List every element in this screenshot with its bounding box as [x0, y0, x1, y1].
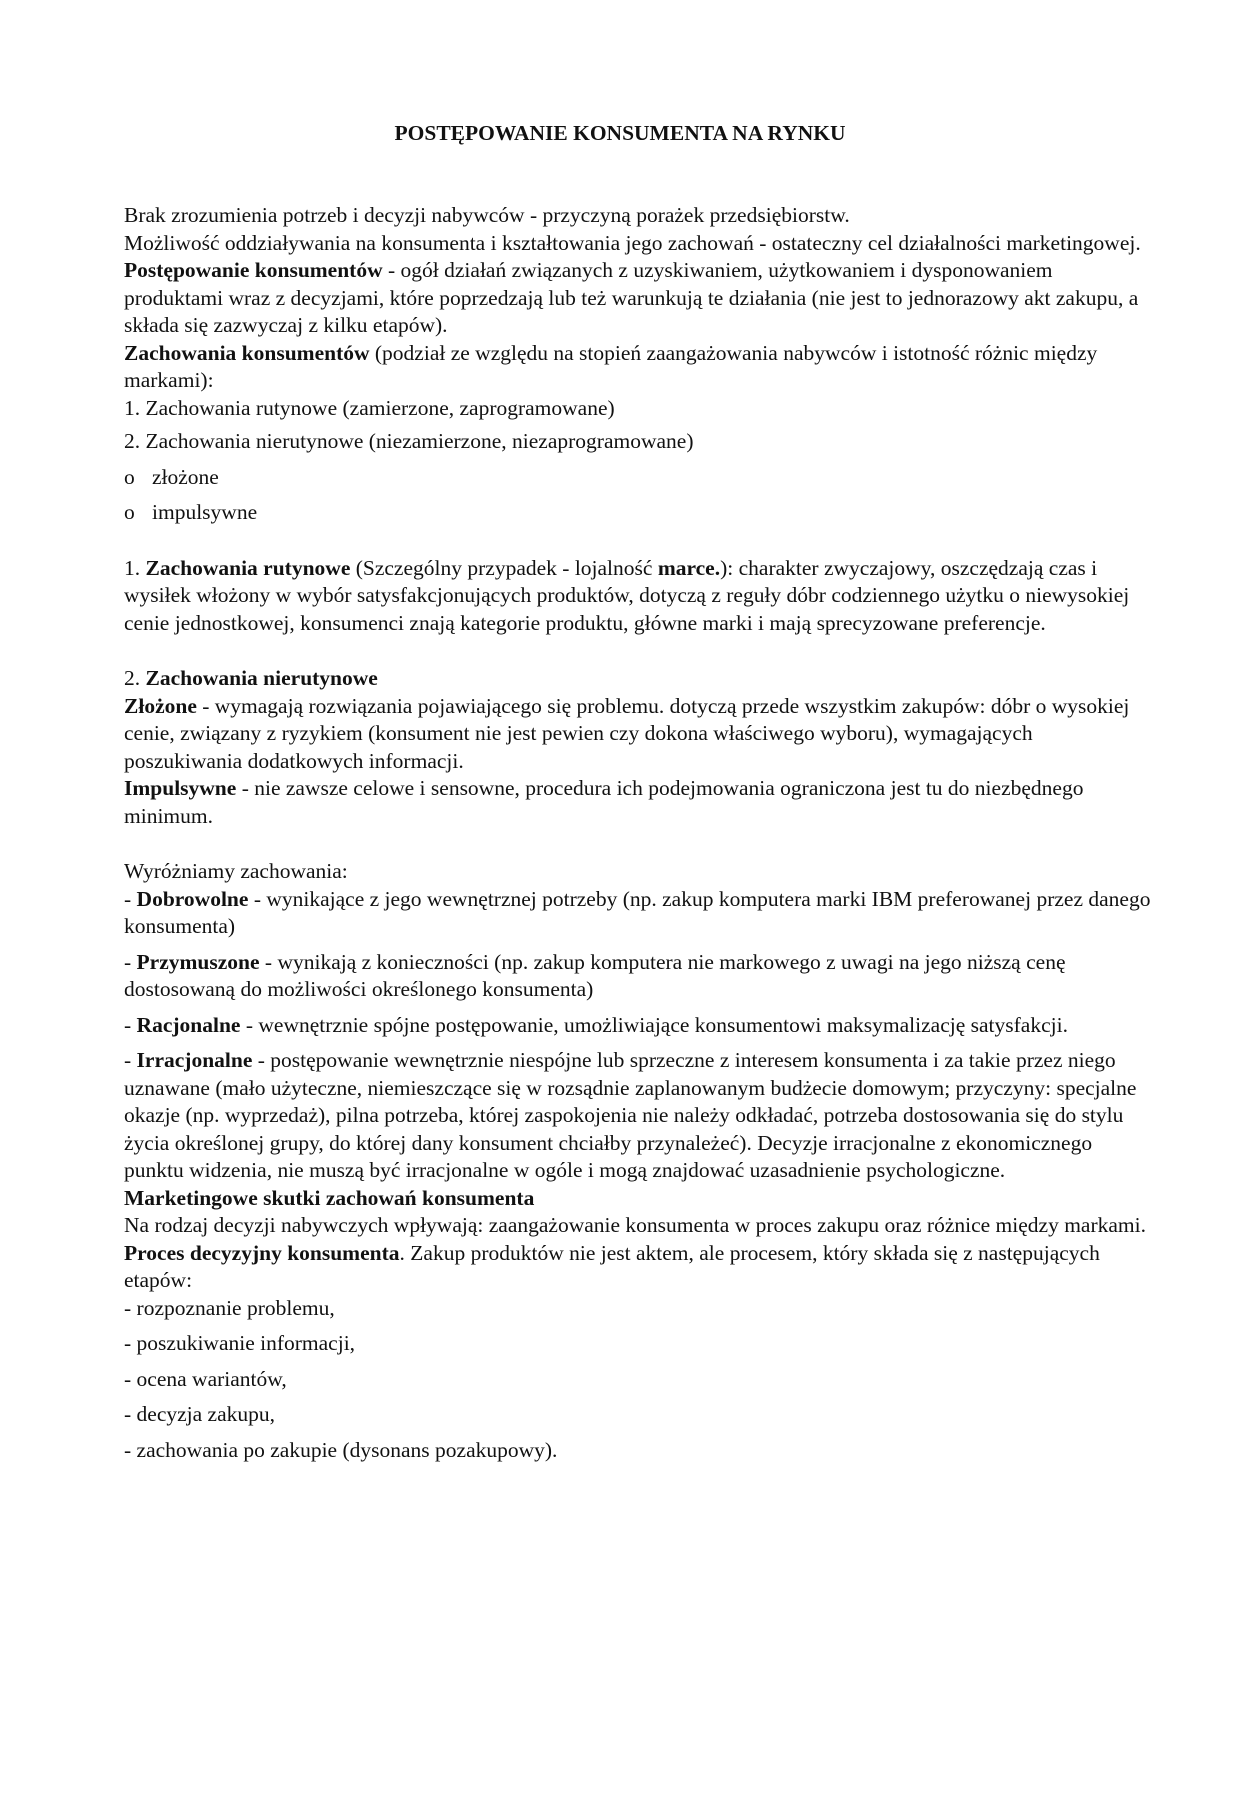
list-item-routine: 1. Zachowania rutynowe (zamierzone, zaprogramowane) — [124, 395, 615, 420]
process-step: - rozpoznanie problemu, — [124, 1295, 335, 1320]
process-step: - poszukiwanie informacji, — [124, 1331, 356, 1355]
bullet-text: impulsywne — [152, 500, 258, 524]
behavior-forced — [124, 949, 1154, 1004]
behavior-term: Dobrowolne — [136, 886, 249, 911]
definition-text: - ogół działań związanych z uzyskiwaniem, użytkowaniem i dysponowaniem produktami wraz z decyzjami, które poprzedzają lub też warunkują te działania (nie jest to jednorazowy akt zakupu, a składa się zazwyczaj z kilku etapów). — [124, 258, 1139, 337]
dash: - — [124, 1048, 137, 1072]
document-body — [124, 202, 1154, 1464]
complex-text: - wymagają rozwiązania pojawiającego się problemu. dotyczą przede wszystkim zakupów: dóbr o wysokiej cenie, związany z ryzykiem (konsument nie jest pewien czy dokona właściwego wyboru), wymagających poszukiwania dodatkowych informacji. — [124, 693, 1130, 773]
behaviors-lead: Wyróżniamy zachowania: — [124, 859, 348, 883]
intro-paragraph-1: Brak zrozumienia potrzeb i decyzji nabywców - przyczyną porażek przedsiębiorstw. — [124, 203, 850, 227]
behavior-term: Racjonalne — [136, 1012, 241, 1037]
bullet-marker: o — [124, 500, 135, 524]
section-text: ): charakter zwyczajowy, oszczędzają czas i wysiłek włożony w wybór satysfakcjonujących produktów, dotyczą z reguły dóbr codziennego użytku o niewysokiej cenie jednostkowej, konsumenci znają kategorie produktu, główne marki i mają sprecyzowane preferencje. — [124, 555, 1130, 635]
marketing-effects-text: Na rodzaj decyzji nabywczych wpływają: zaangażowanie konsumenta w proces zakupu oraz różnice między markami. — [124, 1213, 1146, 1237]
impulsive-text: - nie zawsze celowe i sensowne, procedura ich podejmowania ograniczona jest tu do niezbędnego minimum. — [124, 776, 1084, 828]
process-step: - decyzja zakupu, — [124, 1402, 276, 1426]
decision-process-paragraph — [124, 1240, 1154, 1295]
definition-consumer-conduct — [124, 340, 1154, 395]
section-number: 2. — [124, 666, 146, 690]
list-item-non-routine: 2. Zachowania nierutynowe (niezamierzone, niezaprogramowane) — [124, 429, 694, 453]
decision-process-text: . Zakup produktów nie jest aktem, ale procesem, który składa się z następujących etapów: — [124, 1240, 1100, 1292]
behavior-voluntary — [124, 886, 1154, 941]
dash: - — [124, 886, 137, 911]
behavior-text: - wewnętrznie spójne postępowanie, umożliwiające konsumentowi maksymalizację satysfakcji. — [240, 1012, 1068, 1037]
complex-paragraph — [124, 693, 1154, 776]
dash: - — [124, 949, 137, 974]
behavior-term: Przymuszone — [136, 949, 260, 974]
definition-term: Postępowanie konsumentów — [124, 258, 383, 282]
page-title: POSTĘPOWANIE KONSUMENTA NA RYNKU — [394, 121, 846, 145]
section-non-routine-heading — [124, 665, 1154, 693]
process-step: - ocena wariantów, — [124, 1366, 287, 1391]
section-term: Zachowania rutynowe — [145, 555, 351, 580]
impulsive-term: Impulsywne — [124, 776, 237, 800]
intro-paragraph-2: Możliwość oddziaływania na konsumenta i kształtowania jego zachowań - ostateczny cel działalności marketingowej. — [124, 230, 1141, 255]
bullet-item-complex — [124, 464, 1154, 492]
complex-term: Złożone — [124, 693, 197, 718]
section-term-brand: marce. — [657, 555, 721, 580]
definition-term: Zachowania konsumentów — [124, 340, 370, 365]
section-number: 1. — [124, 555, 146, 580]
marketing-effects-title: Marketingowe skutki zachowań konsumenta — [124, 1185, 535, 1210]
behavior-term: Irracjonalne — [136, 1048, 253, 1072]
section-term: Zachowania nierutynowe — [145, 666, 378, 690]
behavior-text: - postępowanie wewnętrznie niespójne lub sprzeczne z interesem konsumenta i za takie przez niego uznawane (mało użyteczne, niemieszczące się w rozsądnie zaplanowanym budżecie domowym; przyczyny: specjalne okazje (np. wyprzedaż), pilna potrzeba, której zaspokojenia nie należy odkładać, potrzeba dostosowania się do stylu życia określonej grupy, do której dany konsument chciałby przynależeć). Decyzje irracjonalne z ekonomicznego punktu widzenia, nie muszą być irracjonalne w ogóle i mogą znajdować uzasadnienie psychologiczne. — [124, 1048, 1137, 1182]
section-routine-paragraph — [124, 555, 1154, 638]
behavior-irrational — [124, 1047, 1154, 1185]
behavior-text: - wynikają z konieczności (np. zakup komputera nie markowego z uwagi na jego niższą cenę dostosowaną do możliwości określonego konsumenta) — [124, 949, 1066, 1001]
definition-consumer-behavior — [124, 257, 1154, 340]
decision-process-term: Proces decyzyjny konsumenta — [124, 1240, 400, 1265]
definition-text: (podział ze względu na stopień zaangażowania nabywców i istotność różnic między markami): — [124, 340, 1098, 392]
behavior-text: - wynikające z jego wewnętrznej potrzeby (np. zakup komputera marki IBM preferowanej przez danego konsumenta) — [124, 886, 1151, 938]
marketing-effects-heading — [124, 1185, 1154, 1213]
section-text: (Szczególny przypadek - lojalność — [350, 555, 658, 580]
bullet-text: złożone — [152, 464, 219, 489]
bullet-item-impulsive — [124, 499, 1154, 527]
behavior-rational — [124, 1012, 1154, 1040]
impulsive-paragraph — [124, 775, 1154, 830]
dash: - — [124, 1012, 137, 1037]
bullet-marker: o — [124, 464, 135, 489]
process-step: - zachowania po zakupie (dysonans pozakupowy). — [124, 1437, 558, 1462]
